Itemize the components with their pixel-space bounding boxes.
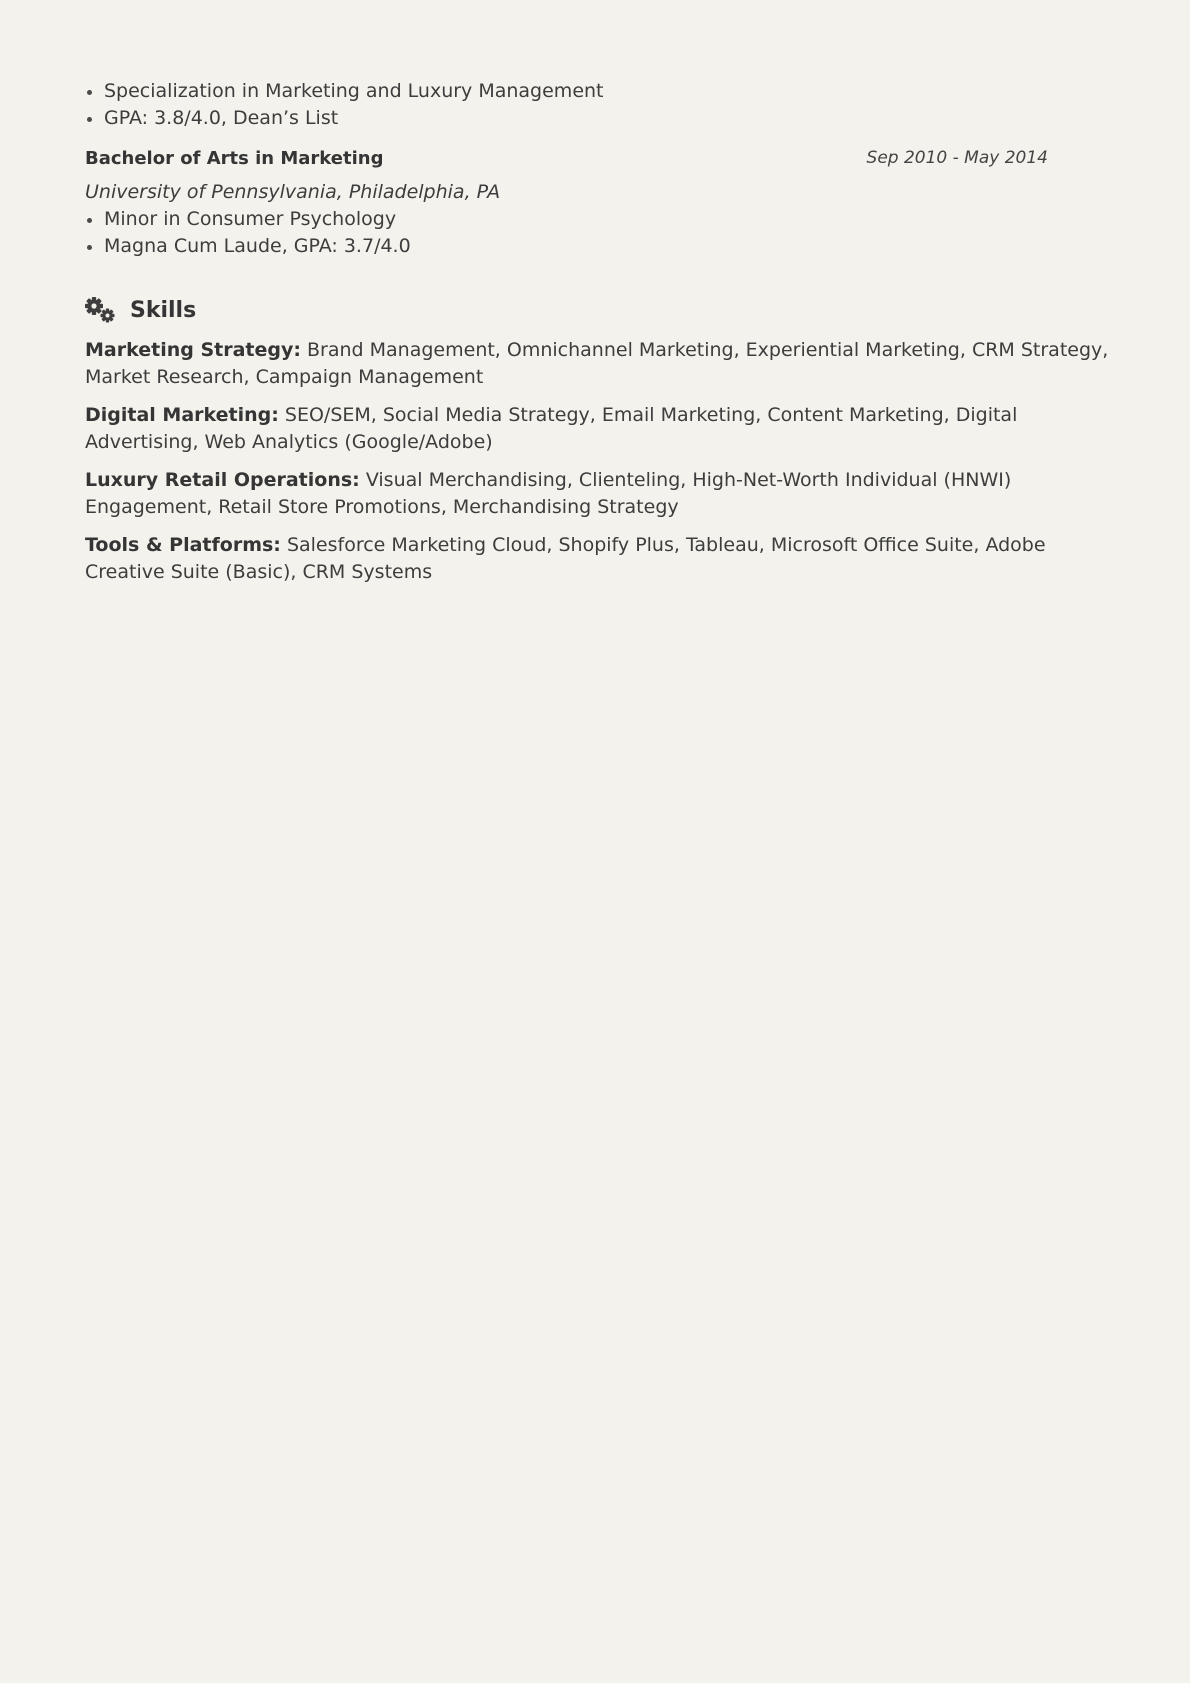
skill-label: Luxury Retail Operations: [85,469,360,491]
skill-item [85,467,1110,521]
skill-text: Salesforce Marketing Cloud, Shopify Plus, Tableau, Microsoft Office Suite, Adobe Creative Suite (Basic), CRM Systems [85,534,1046,583]
list-item: Minor in Consumer Psychology [85,206,1110,233]
resume-page [85,78,1110,586]
skill-item [85,337,1110,391]
skill-label: Marketing Strategy: [85,339,301,361]
skill-label: Digital Marketing: [85,404,279,426]
skill-item [85,402,1110,456]
section-title: Skills [130,298,197,323]
school-name: University of Pennsylvania, Philadelphia, PA [85,181,501,203]
list-item: Specialization in Marketing and Luxury Management [85,78,1110,105]
gears-icon [85,297,117,325]
skill-text: Brand Management, Omnichannel Marketing, Experiential Marketing, CRM Strategy, Market Research, Campaign Management [85,339,1109,388]
education-bullets [85,206,1110,260]
skill-text: SEO/SEM, Social Media Strategy, Email Marketing, Content Marketing, Digital Advertising, Web Analytics (Google/Adobe) [85,404,1018,453]
education-prev-bullets [85,78,1110,132]
skill-text: Visual Merchandising, Clienteling, High-Net-Worth Individual (HNWI) Engagement, Retail Store Promotions, Merchandising Strategy [85,469,1012,518]
degree-row [85,146,1110,172]
list-item: GPA: 3.8/4.0, Dean’s List [85,105,1110,132]
skills-section-header [85,296,1110,326]
list-item: Magna Cum Laude, GPA: 3.7/4.0 [85,233,1110,260]
degree-title: Bachelor of Arts in Marketing [85,148,384,169]
degree-dates: Sep 2010 - May 2014 [866,148,1048,168]
skill-label: Tools & Platforms: [85,534,281,556]
skill-item [85,532,1110,586]
